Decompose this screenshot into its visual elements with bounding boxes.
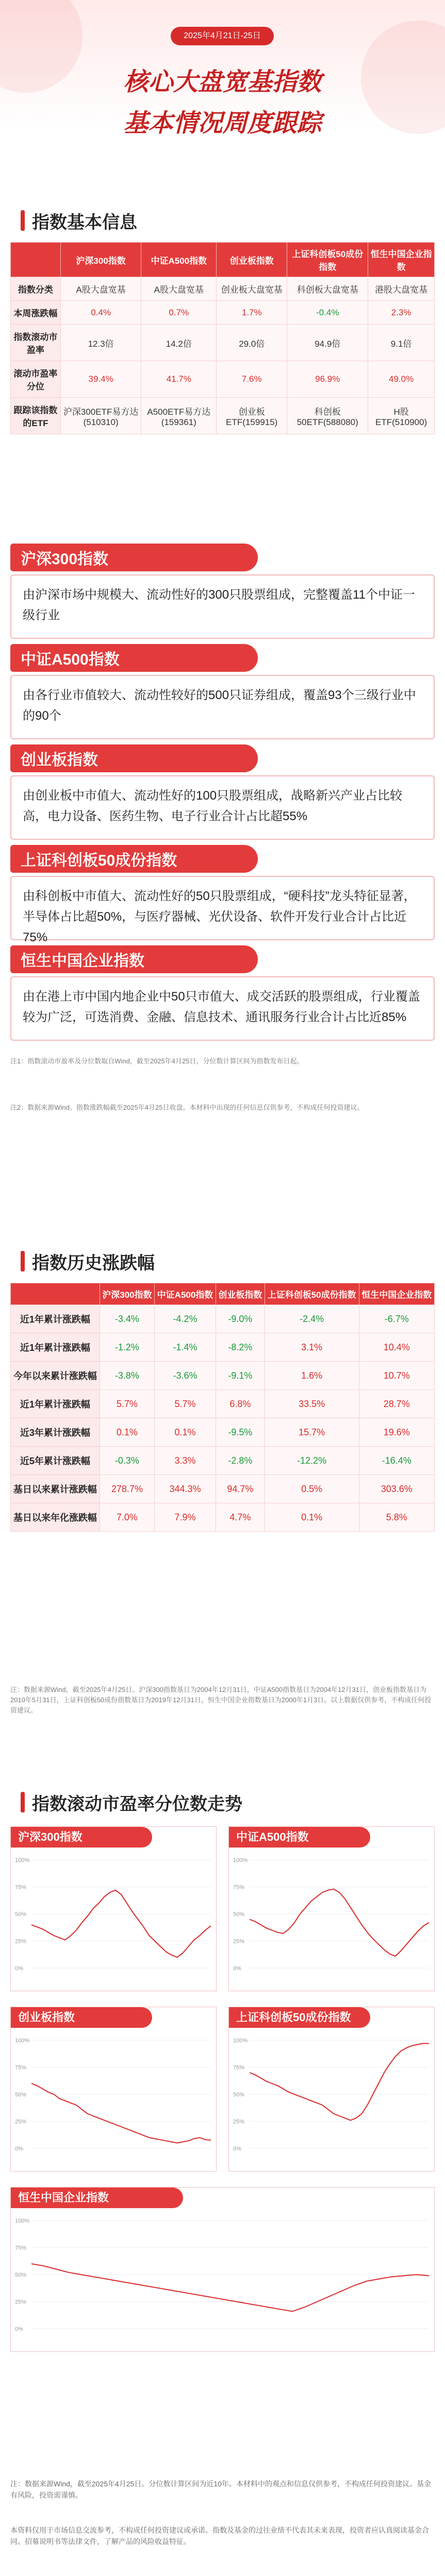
y-tick-label: 50% (15, 2272, 27, 2278)
hist-table-wrap (10, 1283, 435, 1532)
table-cell: 19.6% (359, 1418, 434, 1447)
section-bar (21, 1251, 25, 1272)
table-cell: 5.7% (100, 1390, 154, 1418)
y-tick-label: 75% (15, 2245, 27, 2251)
table-cell: 科创板50ETF(588080) (287, 398, 368, 434)
table-cell: -1.2% (100, 1333, 154, 1362)
table-header-cell: 中证A500指数 (141, 243, 217, 277)
hero-subtitle: 基本情况周度跟踪 (123, 110, 322, 137)
table-cell: 7.9% (155, 1503, 216, 1532)
table-cell: -0.4% (287, 301, 368, 325)
row-header-cell: 本周涨跌幅 (11, 301, 61, 325)
y-tick-label: 0% (15, 2146, 23, 2152)
table-header-cell: 上证科创板50成份指数 (265, 1283, 359, 1305)
table-cell: -9.0% (216, 1305, 265, 1333)
row-header-cell: 今年以来累计涨跌幅 (11, 1362, 100, 1390)
chart-title: 上证科创板50成份指数 (229, 2007, 370, 2028)
table-cell: 41.7% (141, 361, 217, 398)
table-cell: 49.0% (368, 361, 435, 398)
table-cell: 0.1% (265, 1503, 359, 1532)
table-cell: 港股大盘宽基 (368, 277, 435, 301)
row-header-cell: 近1年累计涨跌幅 (11, 1305, 100, 1333)
table-header-cell: 创业板指数 (217, 243, 287, 277)
table-cell: -3.8% (100, 1362, 154, 1390)
table-cell: -0.3% (100, 1447, 154, 1475)
y-tick-label: 50% (233, 2092, 245, 2098)
table-cell: A股大盘宽基 (60, 277, 141, 301)
y-tick-label: 75% (15, 2064, 27, 2071)
table-row (11, 325, 435, 361)
table-cell: -8.2% (216, 1333, 265, 1362)
table-cell: 5.7% (155, 1390, 216, 1418)
table-header-cell: 恒生中国企业指数 (368, 243, 435, 277)
row-header-cell: 滚动市盈率分位 (11, 361, 61, 398)
row-header-cell: 基日以来累计涨跌幅 (11, 1475, 100, 1503)
table-cell: 3.3% (155, 1447, 216, 1475)
table-cell: 14.2倍 (141, 325, 217, 361)
table-cell: 344.3% (155, 1475, 216, 1503)
note-1: 注1：指数滚动市盈率及分位数取自Wind，截至2025年4月25日，分位数计算区间为指数发布日起。 (10, 1057, 304, 1065)
card-title: 沪深300指数 (10, 544, 258, 571)
card-body: 由在港上市中国内地企业中50只市值大、成交活跃的股票组成，行业覆盖较为广泛，可选消费、金融、信息技术、通讯服务行业合计占比近85% (10, 976, 435, 1041)
note-3: 注：数据来源Wind，截至2025年4月25日。沪深300指数基日为2004年12月31日，中证A500指数基日为2004年12月31日，创业板指数基日为2010年5月31日，上证科创板50成份指数基日为2019年12月31日，恒生中国企业指数基日为2000年1月3日。以上数据仅供参考，不构成任何投资建议。 (10, 1686, 432, 1714)
table-cell: 10.7% (359, 1362, 434, 1390)
table-row (11, 1418, 435, 1447)
section-title-basic-info (21, 206, 137, 235)
table-header-cell (11, 243, 61, 277)
table-cell: 3.1% (265, 1333, 359, 1362)
chart-title: 沪深300指数 (11, 1827, 152, 1848)
row-header-cell: 近1年累计涨跌幅 (11, 1333, 100, 1362)
y-tick-label: 75% (233, 2064, 245, 2071)
card-title: 中证A500指数 (10, 644, 258, 672)
chart-title: 创业板指数 (11, 2007, 152, 2028)
card-title: 恒生中国企业指数 (10, 945, 258, 973)
table-cell: 10.4% (359, 1333, 434, 1362)
section-title-text: 指数历史涨跌幅 (32, 1253, 155, 1273)
y-tick-label: 100% (15, 2218, 30, 2224)
series-line (31, 1890, 211, 1957)
chart-plot (11, 1850, 216, 1984)
table-cell: 0.4% (60, 301, 141, 325)
chart-plot (229, 2030, 434, 2164)
table-cell: 0.1% (155, 1418, 216, 1447)
table-cell: 创业板ETF(159915) (217, 398, 287, 434)
table-cell: 4.7% (216, 1503, 265, 1532)
table-cell: 12.3倍 (60, 325, 141, 361)
series-line (250, 2043, 429, 2120)
series-line (250, 1889, 429, 1956)
table-cell: A股大盘宽基 (141, 277, 217, 301)
series-line (31, 2083, 211, 2143)
table-cell: -2.8% (216, 1447, 265, 1475)
section-title-pe-percentile (21, 1788, 242, 1817)
table-cell: 94.9倍 (287, 325, 368, 361)
table-row (11, 398, 435, 434)
y-tick-label: 75% (233, 1884, 245, 1891)
table-cell: -3.4% (100, 1305, 154, 1333)
card-body: 由科创板中市值大、流动性好的50只股票组成，“硬科技”龙头特征显著，半导体占比超50%，与医疗器械、光伏设备、软件开发行业合计占比近75% (10, 876, 435, 940)
y-tick-label: 25% (233, 2119, 245, 2125)
section-title-text: 指数基本信息 (32, 212, 137, 232)
disclaimer: 本资料仅用于市场信息交流参考，不构成任何投资建议或承诺。指数及基金的过往业绩不代表其未来表现，投资者应认真阅读基金合同、招募说明书等法律文件，了解产品的风险收益特征。 (10, 2526, 429, 2546)
series-line (31, 2264, 429, 2311)
pe-percentile-chart (10, 2187, 435, 2352)
table-cell: 沪深300ETF易方达(510310) (60, 398, 141, 434)
table-cell: -1.4% (155, 1333, 216, 1362)
y-tick-label: 50% (15, 2092, 27, 2098)
y-tick-label: 100% (15, 2038, 30, 2044)
table-cell: -3.6% (155, 1362, 216, 1390)
table-row (11, 1390, 435, 1418)
table-cell: 28.7% (359, 1390, 434, 1418)
table-cell: 2.3% (368, 301, 435, 325)
row-header-cell: 指数分类 (11, 277, 61, 301)
table-cell: -12.2% (265, 1447, 359, 1475)
table-header-cell (11, 1283, 100, 1305)
table-cell: 96.9% (287, 361, 368, 398)
y-tick-label: 50% (15, 1911, 27, 1918)
section-title-history (21, 1247, 155, 1276)
table-header-cell: 创业板指数 (216, 1283, 265, 1305)
table-cell: 6.8% (216, 1390, 265, 1418)
y-tick-label: 75% (15, 1884, 27, 1891)
table-cell: 科创板大盘宽基 (287, 277, 368, 301)
y-tick-label: 100% (233, 1857, 248, 1863)
y-tick-label: 25% (15, 2119, 27, 2125)
y-tick-label: 100% (15, 1857, 30, 1863)
table-cell: 303.6% (359, 1475, 434, 1503)
chart-plot (11, 2030, 216, 2164)
chart-plot (11, 2210, 434, 2344)
table-cell: 33.5% (265, 1390, 359, 1418)
row-header-cell: 跟踪该指数的ETF (11, 398, 61, 434)
table-cell: A500ETF易方达(159361) (141, 398, 217, 434)
table-cell: 5.8% (359, 1503, 434, 1532)
table-row (11, 361, 435, 398)
hero-banner (0, 0, 445, 185)
note-2: 注2：数据来源Wind。指数涨跌幅截至2025年4月25日收盘。本材料中出现的任何信息仅供参考，不构成任何投资建议。 (10, 1104, 364, 1111)
table-cell: 7.6% (217, 361, 287, 398)
table-row (11, 301, 435, 325)
table-cell: 0.5% (265, 1475, 359, 1503)
date-badge: 2025年4月21日-25日 (171, 27, 274, 45)
y-tick-label: 25% (233, 1938, 245, 1945)
table-cell: 94.7% (216, 1475, 265, 1503)
table-cell: -4.2% (155, 1305, 216, 1333)
table-cell: 39.4% (60, 361, 141, 398)
table-header-cell: 恒生中国企业指数 (359, 1283, 434, 1305)
table-row (11, 1305, 435, 1333)
footer-note: 注：数据来源Wind，截至2025年4月25日。分位数计算区间为近10年。本材料中的观点和信息仅供参考，不构成任何投资建议。基金有风险，投资需谨慎。 (10, 2480, 431, 2499)
table-cell: -9.5% (216, 1418, 265, 1447)
card-body: 由各行业市值较大、流动性较好的500只证券组成，覆盖93个三级行业中的90个 (10, 675, 435, 739)
table-header-cell: 上证科创板50成份指数 (287, 243, 368, 277)
table-row (11, 1475, 435, 1503)
table-cell: H股ETF(510900) (368, 398, 435, 434)
info-table (10, 242, 435, 434)
section-bar (21, 1792, 25, 1812)
row-header-cell: 指数滚动市盈率 (11, 325, 61, 361)
card-title: 创业板指数 (10, 744, 258, 772)
table-cell: 0.7% (141, 301, 217, 325)
table-cell: 创业板大盘宽基 (217, 277, 287, 301)
card-body: 由沪深市场中规模大、流动性好的300只股票组成，完整覆盖11个中证一级行业 (10, 574, 435, 639)
row-header-cell: 近5年累计涨跌幅 (11, 1447, 100, 1475)
table-cell: -9.1% (216, 1362, 265, 1390)
info-table-wrap (10, 242, 435, 434)
table-header-cell: 沪深300指数 (60, 243, 141, 277)
table-row (11, 1503, 435, 1532)
table-row (11, 1362, 435, 1390)
table-header-cell: 中证A500指数 (155, 1283, 216, 1305)
row-header-cell: 基日以来年化涨跌幅 (11, 1503, 100, 1532)
pe-percentile-chart (10, 2007, 217, 2172)
card-body: 由创业板中市值大、流动性好的100只股票组成，战略新兴产业占比较高，电力设备、医药生物、电子行业合计占比超55% (10, 775, 435, 840)
table-cell: -16.4% (359, 1447, 434, 1475)
y-tick-label: 25% (15, 2299, 27, 2306)
pe-percentile-chart (228, 1826, 435, 1991)
chart-plot (229, 1850, 434, 1984)
hero-title: 核心大盘宽基指数 (123, 69, 322, 96)
table-cell: 7.0% (100, 1503, 154, 1532)
section-bar (21, 210, 25, 231)
table-cell: -2.4% (265, 1305, 359, 1333)
y-tick-label: 0% (15, 1965, 23, 1972)
table-cell: 1.6% (265, 1362, 359, 1390)
table-cell: -6.7% (359, 1305, 434, 1333)
table-cell: 278.7% (100, 1475, 154, 1503)
chart-title: 中证A500指数 (229, 1827, 370, 1848)
table-cell: 1.7% (217, 301, 287, 325)
table-cell: 9.1倍 (368, 325, 435, 361)
y-tick-label: 0% (15, 2326, 23, 2332)
y-tick-label: 25% (15, 1938, 27, 1945)
pe-percentile-chart (228, 2007, 435, 2172)
pe-percentile-chart (10, 1826, 217, 1991)
row-header-cell: 近1年累计涨跌幅 (11, 1390, 100, 1418)
table-header-cell: 沪深300指数 (100, 1283, 154, 1305)
y-tick-label: 0% (233, 1965, 241, 1972)
table-row (11, 277, 435, 301)
y-tick-label: 50% (233, 1911, 245, 1918)
table-row (11, 1333, 435, 1362)
table-cell: 15.7% (265, 1418, 359, 1447)
table-row (11, 1447, 435, 1475)
chart-title: 恒生中国企业指数 (11, 2188, 183, 2208)
history-table (10, 1283, 435, 1532)
y-tick-label: 0% (233, 2146, 241, 2152)
card-title: 上证科创板50成份指数 (10, 845, 258, 873)
table-cell: 29.0倍 (217, 325, 287, 361)
y-tick-label: 100% (233, 2038, 248, 2044)
row-header-cell: 近3年累计涨跌幅 (11, 1418, 100, 1447)
section-title-text: 指数滚动市盈率分位数走势 (32, 1794, 242, 1814)
table-cell: 0.1% (100, 1418, 154, 1447)
